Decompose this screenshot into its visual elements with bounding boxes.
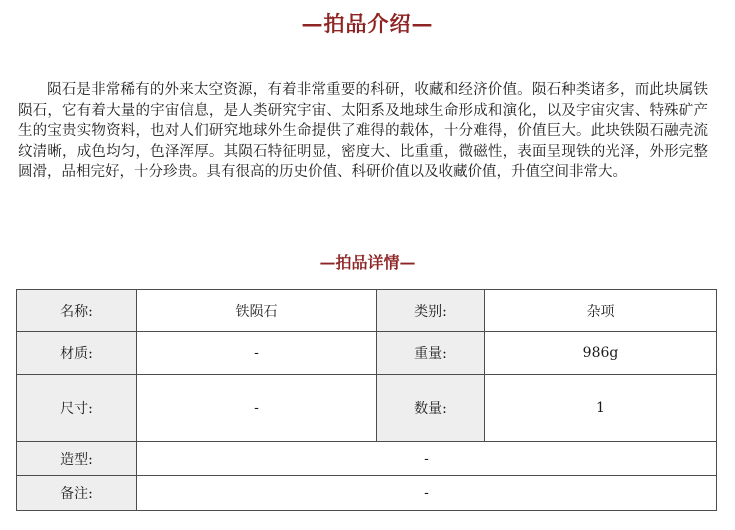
size-value: - — [137, 374, 377, 442]
category-value: 杂项 — [485, 290, 717, 332]
table-row — [17, 442, 717, 475]
quantity-value: 1 — [485, 374, 717, 442]
material-value: - — [137, 332, 377, 374]
size-label: 尺寸: — [17, 374, 137, 442]
intro-paragraph: 陨石是非常稀有的外来太空资源，有着非常重要的科研，收藏和经济价值。陨石种类诸多，而此块属铁陨石，它有着大量的宇宙信息，是人类研究宇宙、太阳系及地球生命形成和演化，以及宇宙灾害、特殊矿产生的宝贵实物资料，也对人们研究地球外生命提供了难得的载体，十分难得，价值巨大。此块铁陨石融壳流纹清晰，成色均匀，色泽浑厚。其陨石特征明显，密度大、比重重，微磁性，表面呈现铁的光泽，外形完整圆滑，品相完好，十分珍贵。具有很高的历史价值、科研价值以及收藏价值，升值空间非常大。 — [18, 82, 708, 180]
table-row — [17, 475, 717, 510]
note-label: 备注: — [17, 475, 137, 510]
shape-value: - — [137, 442, 717, 475]
table-row — [17, 374, 717, 442]
weight-label: 重量: — [377, 332, 485, 374]
name-value: 铁陨石 — [137, 290, 377, 332]
shape-label: 造型: — [17, 442, 137, 475]
category-label: 类别: — [377, 290, 485, 332]
weight-value: 986g — [485, 332, 717, 374]
quantity-label: 数量: — [377, 374, 485, 442]
note-value: - — [137, 475, 717, 510]
name-label: 名称: — [17, 290, 137, 332]
material-label: 材质: — [17, 332, 137, 374]
details-section-title: —拍品详情— — [319, 253, 416, 272]
intro-section-title: —拍品介绍— — [301, 11, 434, 36]
table-row — [17, 332, 717, 374]
details-table — [16, 289, 717, 511]
table-row — [17, 290, 717, 332]
